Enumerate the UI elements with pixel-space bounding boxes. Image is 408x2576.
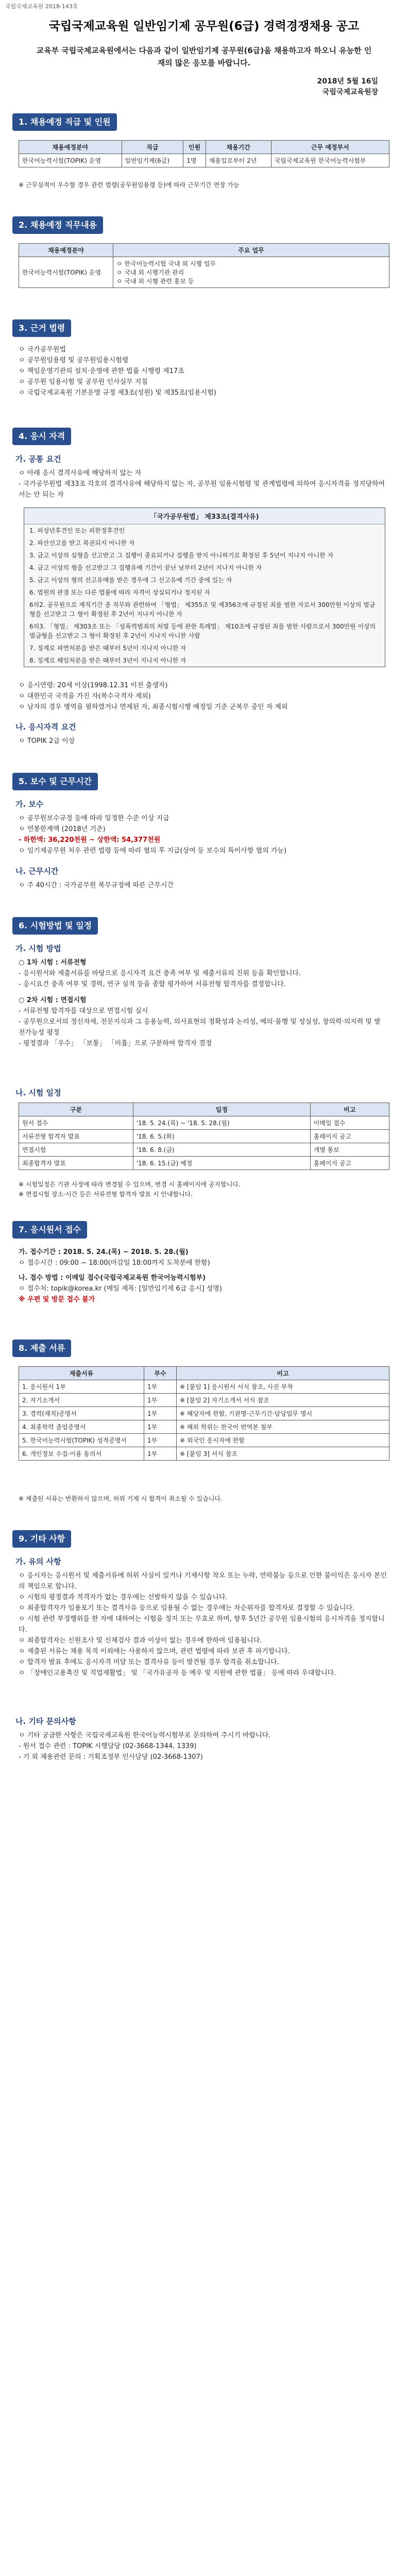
list-item: ㅇ 임기제공무원 처우 관련 법령 등에 따라 협의 후 지급(상여 등 보수의 특이사항 협의 가능) [19, 847, 287, 855]
documents-note: ※ 제출된 서류는 반환하지 않으며, 허위 기재 시 합격이 취소될 수 있습니다. [19, 1495, 223, 1502]
subsection-common: 가. 공통 요건 [15, 454, 61, 464]
list-item: - 응시원서와 제출서류를 바탕으로 응시자격 요건 충족 여부 및 제출서류의 진위 등을 확인합니다. [19, 970, 301, 977]
list-item: ㅇ 제출된 서류는 채용 목적 이외에는 사용하지 않으며, 관련 법령에 따라 보관 후 파기합니다. [19, 1648, 290, 1655]
table-cell: 홈페이지 공고 [310, 1157, 389, 1170]
table-cell: '18. 6. 5.(화) [133, 1130, 310, 1143]
table-cell: 5. 한국어능력시험(TOPIK) 성적증명서 [19, 1434, 144, 1447]
list-item: ㅇ 응시자는 응시원서 및 제출서류에 허위 사실이 있거나 기재사항 착오 또는 누락, 연락불능 등으로 인한 불이익은 응시자 본인의 책임으로 합니다. [19, 1572, 387, 1590]
list-item: - 응시요건 충족 여부 및 경력, 연구 실적 등을 종합 평가하여 서류전형 합격자를 결정합니다. [19, 980, 286, 988]
table-cell: 4. 최종학력 졸업증명서 [19, 1420, 144, 1434]
box-item: 1. 피성년후견인 또는 피한정후견인 [29, 527, 125, 534]
table-header: 일정 [133, 1103, 310, 1116]
duty-item: ㅇ 국내 외 시행 관련 홍보 등 [116, 278, 194, 285]
contact-list [19, 1730, 387, 1762]
box-item: 8. 징계로 해임처분을 받은 때부터 3년이 지나지 아니한 자 [29, 657, 186, 664]
schedule-table [19, 1103, 389, 1170]
application-hours: ㅇ 접수시간 : 09:00 ~ 18:00(마감일 18:00까지 도착분에 한함) [19, 1259, 210, 1267]
list-item: ㅇ 시험의 평정결과 적격자가 없는 경우에는 선발하지 않을 수 있습니다. [19, 1594, 228, 1601]
table-cell: 1부 [144, 1420, 177, 1434]
table-row [19, 1434, 389, 1447]
table-cell: 2. 자기소개서 [19, 1394, 144, 1407]
subsection-contact: 나. 기타 문의사항 [15, 1717, 76, 1726]
table-cell: 최종합격자 발표 [19, 1157, 133, 1170]
table-row [19, 1130, 389, 1143]
duty-item: ㅇ 국내 외 시행기관 관리 [116, 269, 184, 276]
table-row [19, 154, 389, 167]
common-requirements [19, 468, 387, 500]
list-item: - 기 외 채용관련 문의 : 기획조정부 인사담당 (02-3668-1307) [19, 1753, 203, 1761]
table-cell: ※ 외국인 응시자에 한함 [177, 1434, 389, 1447]
table-cell: ※ 해당자에 한함, 기관명·근무기간·담당업무 명시 [177, 1407, 389, 1420]
table-header-row [19, 141, 389, 154]
table-cell: '18. 6. 8.(금) [133, 1143, 310, 1157]
list-item: ㅇ 남자의 경우 병역을 필하였거나 면제된 자, 최종시험시행 예정일 기준 군복무 중인 자 제외 [19, 703, 288, 711]
table-cell: ※ [붙임 2] 자기소개서 서식 참조 [177, 1394, 389, 1407]
list-item: ㅇ 공무원보수규정 등에 따라 일정한 수준 이상 지급 [19, 815, 169, 822]
list-item: ㅇ 최종합격자가 임용포기 또는 결격사유 등으로 임용될 수 없는 경우에는 차순위자를 합격자로 결정할 수 있습니다. [19, 1604, 355, 1612]
schedule-notes [19, 1180, 387, 1199]
subsection-method: 가. 시험 방법 [15, 944, 61, 953]
box-item: 3. 금고 이상의 실형을 선고받고 그 집행이 종료되거나 집행을 받지 아니하기로 확정된 후 5년이 지나지 아니한 자 [29, 552, 334, 559]
list-item: ㅇ 최종합격자는 신원조사 및 신체검사 결과 이상이 없는 경우에 한하여 임용됩니다. [19, 1637, 262, 1645]
page-title: 국립국제교육원 일반임기제 공무원(6급) 경력경쟁채용 공고 [48, 20, 360, 33]
table-header: 인원 [183, 141, 206, 154]
list-item: ㅇ 국립국제교육원 기본운영 규정 제3조(성원) 및 제35조(임용시험) [19, 389, 216, 397]
table-row [19, 1420, 389, 1434]
table-cell: 일반임기제(6급) [122, 154, 183, 167]
table-header: 제출서류 [19, 1367, 144, 1380]
box-title: 「국가공무원법」 제33조(결격사유) [24, 508, 385, 524]
table-cell: 서류전형 합격자 발표 [19, 1130, 133, 1143]
table-header-row [19, 244, 389, 257]
list-item: ㅇ 시험 관련 부정행위를 한 자에 대하여는 시험을 정지 또는 무효로 하며, 향후 5년간 공무원 임용시험의 응시자격을 정지합니다. [19, 1615, 385, 1634]
pay-list [19, 813, 387, 856]
table-header: 비고 [310, 1103, 389, 1116]
subsection-schedule: 나. 시험 일정 [15, 1088, 61, 1097]
table-row [19, 1116, 389, 1130]
list-item: ㅇ 아래 응시 결격사유에 해당하지 않는 자 [19, 469, 142, 477]
table-cell: 6. 개인정보 수집·이용 동의서 [19, 1447, 144, 1461]
table-row [19, 1447, 389, 1461]
duty-item: ㅇ 한국어능력시험 국내 외 시행 업무 [116, 260, 216, 267]
table-cell: '18. 6. 15.(금) 예정 [133, 1157, 310, 1170]
table-header: 비고 [177, 1367, 389, 1380]
box-item: 6. 법원의 판결 또는 다른 법률에 따라 자격이 상실되거나 정지된 자 [29, 589, 210, 596]
subsection-qualification: 나. 응시자격 요건 [15, 722, 76, 732]
table-header: 직급 [122, 141, 183, 154]
list-item: ※ 면접시험 장소·시간 등은 서류전형 합격자 발표 시 안내합니다. [19, 1191, 193, 1198]
table-row [19, 1380, 389, 1394]
work-hours: ㅇ 주 40시간 : 국가공무원 복무규정에 따른 근무시간 [19, 882, 174, 889]
law-list [19, 344, 387, 398]
application-period: 가. 접수기간 : 2018. 5. 24.(목) ~ 2018. 5. 28.(월) [19, 1248, 189, 1256]
table-cell: 홈페이지 공고 [310, 1130, 389, 1143]
list-item: ㅇ 기타 궁금한 사항은 국립국제교육원 한국어능력시험부로 문의하여 주시기 바랍니다. [19, 1732, 271, 1739]
table-row [19, 1157, 389, 1170]
table-cell: 3. 경력(재직)증명서 [19, 1407, 144, 1420]
list-item: ㅇ 대한민국 국적을 가진 자(복수국적자 제외) [19, 692, 151, 700]
table-cell: 1부 [144, 1394, 177, 1407]
section-8-header: 8. 제출 서류 [12, 1340, 71, 1357]
table-cell: 원서 접수 [19, 1116, 133, 1130]
list-item: - 원서 접수 관련 : TOPIK 시행담당 (02-3668-1344, 1339) [19, 1742, 197, 1750]
table-header: 채용예정분야 [19, 141, 122, 154]
table-row [19, 1143, 389, 1157]
table-header-row [19, 1367, 389, 1380]
table-row [19, 1407, 389, 1420]
table-header: 근무 예정부서 [271, 141, 389, 154]
subsection-pay: 가. 보수 [15, 800, 44, 809]
table-header: 채용예정분야 [19, 244, 113, 257]
step-title: ○ 2차 시험 : 면접시험 [19, 996, 87, 1004]
application-method: 나. 접수 방법 : 이메일 접수(국립국제교육원 한국어능력시험부) [19, 1274, 206, 1282]
list-item: ㅇ 국가공무원법 [19, 346, 66, 353]
table-cell: 면접시험 [19, 1143, 133, 1157]
table-header: 채용기간 [206, 141, 271, 154]
box-item: 5. 금고 이상의 형의 선고유예를 받은 경우에 그 선고유예 기간 중에 있는 자 [29, 577, 232, 584]
list-item: - 국가공무원법 제33조 각호의 결격사유에 해당하지 않는 자, 공무원 임용시험령 및 관계법령에 의하여 응시자격을 정지당하여 서는 안 되는 자 [19, 480, 385, 499]
table-cell: '18. 5. 24.(목) ~ '18. 5. 28.(월) [133, 1116, 310, 1130]
documents-table [19, 1366, 389, 1461]
table-cell: ※ [붙임 3] 서식 참조 [177, 1447, 389, 1461]
section-5-header: 5. 보수 및 근무시간 [12, 773, 98, 790]
notice-number: 국립국제교육원 2018-143호 [5, 3, 78, 10]
list-item: ㅇ 공무원임용령 및 공무원임용시험령 [19, 357, 129, 364]
language-requirement: ㅇ TOPIK 2급 이상 [19, 737, 75, 745]
list-item: - 하한액: 36,220천원 ~ 상한액: 54,377천원 [19, 836, 161, 844]
subsection-hours: 나. 근무시간 [15, 867, 59, 876]
table-cell: 1부 [144, 1407, 177, 1420]
duties-table [19, 243, 389, 288]
step-title: ○ 1차 시험 : 서류전형 [19, 959, 87, 967]
application-info [19, 1247, 387, 1305]
box-item: 6의2. 공무원으로 재직기간 중 직무와 관련하여 「형법」 제355조 및 제356조에 규정된 죄를 범한 자로서 300만원 이상의 벌금형을 선고받고 그 형이 확정된 후 2년이 지나지 아니한 자 [29, 601, 376, 618]
table-header-row [19, 1103, 389, 1116]
table-row [19, 1394, 389, 1407]
table-cell: 1부 [144, 1447, 177, 1461]
caution-list [19, 1570, 387, 1679]
table-header: 구분 [19, 1103, 133, 1116]
list-item: - 서류전형 합격자를 대상으로 면접시험 실시 [19, 1007, 148, 1015]
disqualification-box [24, 507, 385, 667]
table-cell: 한국어능력시험(TOPIK) 운영 [19, 257, 113, 288]
table-cell: ※ [붙임 1] 응시원서 서식 참조, 사진 부착 [177, 1380, 389, 1394]
box-item: 6의3. 「형법」 제303조 또는 「성폭력범죄의 처벌 등에 관한 특례법」 제10조에 규정된 죄를 범한 사람으로서 300만원 이상의 벌금형을 선고받고 그 형이 확정된 후 2년이 지나지 아니한 사람 [29, 623, 376, 639]
box-item: 4. 금고 이상의 형을 선고받고 그 집행유예 기간이 끝난 날부터 2년이 지나지 아니한 자 [29, 564, 262, 571]
table-cell: 1부 [144, 1434, 177, 1447]
list-item: ㅇ 응시연령: 20세 이상(1998.12.31 이전 출생자) [19, 682, 168, 689]
table-cell: 개별 통보 [310, 1143, 389, 1157]
table-row [19, 257, 389, 288]
section-3-header: 3. 근거 법령 [12, 319, 71, 337]
list-item: - 평정결과 「우수」 「보통」 「미흡」으로 구분하여 합격자 결정 [19, 1040, 212, 1047]
section-2-header: 2. 채용예정 직무내용 [12, 216, 103, 234]
list-item: ※ 시험일정은 기관 사정에 따라 변경될 수 있으며, 변경 시 홈페이지에 공지합니다. [19, 1181, 241, 1188]
table-header: 주요 업무 [113, 244, 389, 257]
table-cell: ※ 해외 학위는 한국어 번역본 첨부 [177, 1420, 389, 1434]
table-cell: 국립국제교육원 한국어능력시험부 [271, 154, 389, 167]
table-header: 부수 [144, 1367, 177, 1380]
intro-text: 교육부 국립국제교육원에서는 다음과 같이 일반임기제 공무원(6급)을 채용하고자 하오니 유능한 인재의 많은 응모를 바랍니다. [36, 46, 372, 67]
table-cell: 1. 응시원서 1부 [19, 1380, 144, 1394]
table-cell: 채용일로부터 2년 [206, 154, 271, 167]
issuer: 국립국제교육원장 [322, 88, 378, 96]
position-note: ※ 근무실적이 우수할 경우 관련 법령(공무원임용령 등)에 따라 근무기간 연장 가능 [19, 181, 240, 189]
position-table [19, 140, 389, 167]
list-item: - 공무원으로서의 정신자세, 전문지식과 그 응용능력, 의사표현의 정확성과 논리성, 예의·품행 및 성실성, 창의력·의지력 및 발전가능성 평정 [19, 1018, 381, 1037]
application-notice: ※ 우편 및 방문 접수 불가 [19, 1296, 95, 1303]
table-cell: 이메일 접수 [310, 1116, 389, 1130]
section-1-header: 1. 채용예정 직급 및 인원 [12, 113, 117, 131]
table-cell: 1명 [183, 154, 206, 167]
table-cell [113, 257, 389, 288]
list-item: ㅇ 연봉한계액 (2018년 기준) [19, 825, 106, 833]
box-item: 2. 파산선고를 받고 복권되지 아니한 자 [29, 539, 135, 547]
subsection-notes: 가. 유의 사항 [15, 1557, 61, 1566]
exam-method [19, 957, 387, 1049]
notice-date-block [317, 76, 378, 98]
table-cell: 1부 [144, 1380, 177, 1394]
section-6-header: 6. 시험방법 및 일정 [12, 917, 98, 935]
section-7-header: 7. 응시원서 접수 [12, 1221, 87, 1239]
list-item: ㅇ 「장애인고용촉진 및 직업재활법」 및 「국가유공자 등 예우 및 지원에 관한 법률」 등에 따라 우대합니다. [19, 1669, 336, 1677]
notice-date: 2018년 5월 16일 [317, 77, 378, 86]
box-item: 7. 징계로 파면처분을 받은 때부터 5년이 지나지 아니한 자 [29, 645, 186, 652]
list-item: ㅇ 합격자 발표 후에도 응시자격 미달 또는 결격사유 등이 발견될 경우 합격을 취소합니다. [19, 1658, 279, 1666]
application-email: ㅇ 접수처: topik@korea.kr (메일 제목: [일반임기제 6급 응시] 성명) [19, 1285, 222, 1293]
list-item: ㅇ 공무원 임용시험 및 공무원 인사실무 지침 [19, 378, 148, 386]
section-4-header: 4. 응시 자격 [12, 428, 71, 445]
table-cell: 한국어능력시험(TOPIK) 운영 [19, 154, 122, 167]
list-item: ㅇ 책임운영기관의 설치·운영에 관한 법률 시행령 제17조 [19, 367, 184, 375]
common-requirements-more [19, 680, 387, 713]
section-9-header: 9. 기타 사항 [12, 1530, 71, 1548]
